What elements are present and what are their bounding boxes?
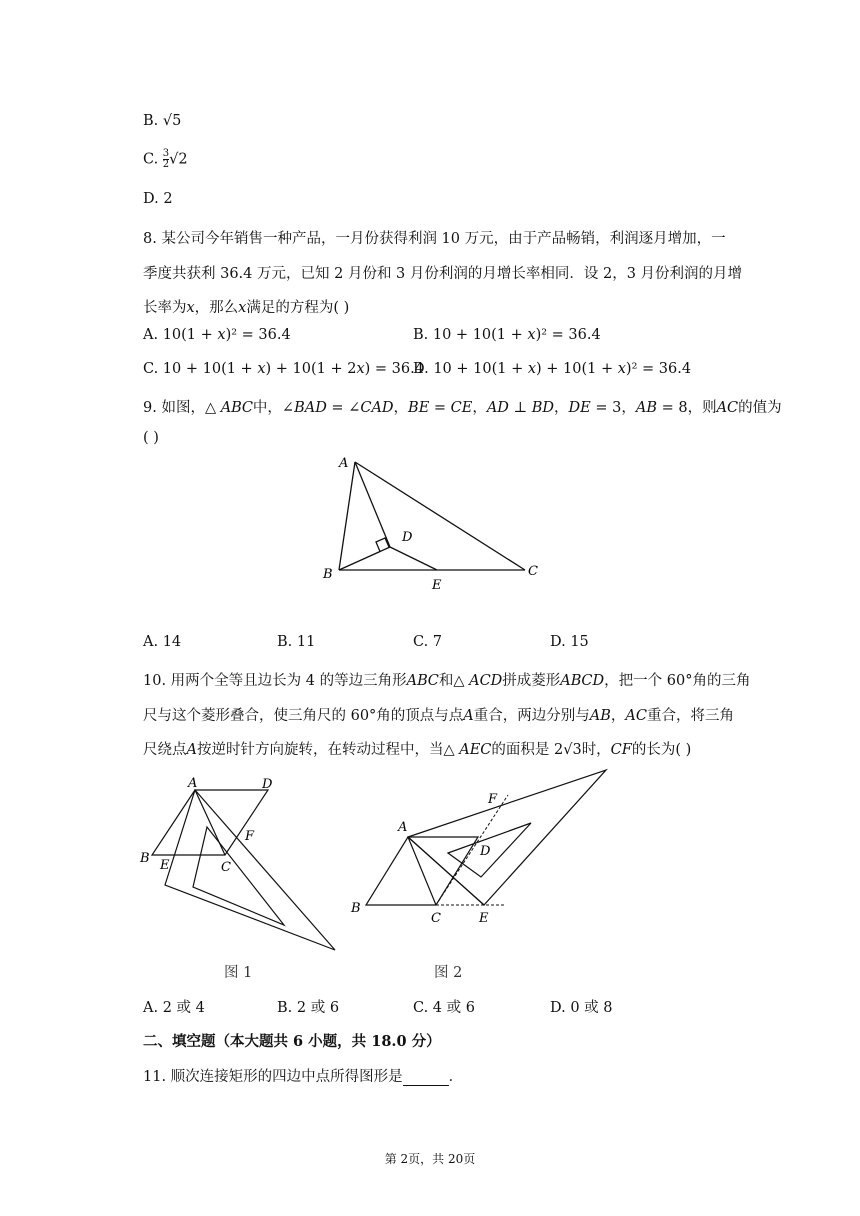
label-c: C: [528, 564, 538, 579]
fig1-label-b: B: [140, 851, 150, 866]
fig2-label-e: E: [479, 911, 489, 926]
q7-option-c: C. $\frac{3}{2}$ √2: [143, 148, 188, 170]
q10-option-a: A. 2 或 4: [143, 1000, 205, 1016]
q8-option-c: C. 10 + 10(1 + 𝑥) + 10(1 + 2𝑥) = 36.4: [143, 361, 424, 377]
q8-option-d: D. 10 + 10(1 + 𝑥) + 10(1 + 𝑥)² = 36.4: [413, 361, 692, 377]
q9-text-line1: 9. 如图，△ 𝐴𝐵𝐶中，∠𝐵𝐴𝐷 = ∠𝐶𝐴𝐷，𝐵𝐸 = 𝐶𝐸，𝐴𝐷 ⊥ 𝐵𝐷，𝐷𝐸 = 3，𝐴𝐵 = 8，则𝐴𝐶的值为: [143, 400, 782, 416]
label-e: E: [432, 578, 442, 592]
q7-option-d: D. 2: [143, 191, 173, 207]
q10-text-line3: 尺绕点𝐴按逆时针方向旋转，在转动过程中，当△ 𝐴𝐸𝐶的面积是 2√3时，𝐶𝐹的长为( ): [143, 742, 692, 758]
fig1-label-f: F: [245, 829, 255, 844]
q10-option-b: B. 2 或 6: [277, 1000, 340, 1016]
fig2-label-a: A: [398, 820, 408, 835]
page-footer: 第 2页，共 20页: [384, 1152, 476, 1166]
q9-figure: [315, 452, 555, 592]
fig1-label-c: C: [221, 860, 231, 875]
fig1-label-d: D: [262, 777, 273, 792]
q8-text-line1: 8. 某公司今年销售一种产品，一月份获得利润 10 万元，由于产品畅销，利润逐月增加，一: [143, 231, 726, 247]
q8-text-line2: 季度共获利 36.4 万元，已知 2 月份和 3 月份利润的月增长率相同．设 2，3 月份利润的月增: [143, 266, 743, 282]
q10-option-d: D. 0 或 8: [550, 1000, 613, 1016]
label-d: D: [402, 530, 413, 545]
fig2-label-d: D: [480, 844, 491, 859]
fig1-label-a: A: [188, 776, 198, 791]
label-b: B: [323, 567, 333, 582]
q9-option-a: A. 14: [143, 634, 182, 650]
q10-text-line1: 10. 用两个全等且边长为 4 的等边三角形𝐴𝐵𝐶和△ 𝐴𝐶𝐷拼成菱形𝐴𝐵𝐶𝐷，把一个 60°角的三角: [143, 673, 751, 689]
fraction: $\frac{3}{2}$: [162, 148, 170, 170]
q11-text: 11. 顺次连接矩形的四边中点所得图形是 ．: [143, 1069, 464, 1085]
sqrt5: √5: [162, 113, 182, 129]
fig1-label-e: E: [160, 858, 170, 873]
q9-option-d: D. 15: [550, 634, 589, 650]
q10-fig1-caption: 图 1: [224, 965, 253, 981]
q10-option-c: C. 4 或 6: [413, 1000, 475, 1016]
q10-text-line2: 尺与这个菱形叠合，使三角尺的 60°角的顶点与点𝐴重合，两边分别与𝐴𝐵，𝐴𝐶重合，将三角: [143, 708, 734, 724]
section-heading: 二、填空题（本大题共 6 小题，共 18.0 分）: [143, 1033, 441, 1050]
answer-blank[interactable]: [403, 1071, 449, 1086]
q9-option-c: C. 7: [413, 634, 443, 650]
fig2-label-b: B: [351, 901, 361, 916]
q9-text-line2: ( ): [143, 430, 159, 446]
q7-option-b: B. √5: [143, 113, 182, 129]
fig2-label-c: C: [431, 911, 441, 926]
q8-option-a: A. 10(1 + 𝑥)² = 36.4: [143, 327, 291, 343]
q8-option-b: B. 10 + 10(1 + 𝑥)² = 36.4: [413, 327, 601, 343]
q10-figure-1: [138, 765, 353, 980]
q8-text-line3: 长率为𝑥，那么𝑥满足的方程为( ): [143, 300, 350, 316]
label-a: A: [339, 456, 349, 471]
q10-figure-2: [348, 765, 618, 935]
q10-fig2-caption: 图 2: [434, 965, 463, 981]
q9-option-b: B. 11: [277, 634, 316, 650]
fig2-label-f: F: [488, 792, 498, 807]
